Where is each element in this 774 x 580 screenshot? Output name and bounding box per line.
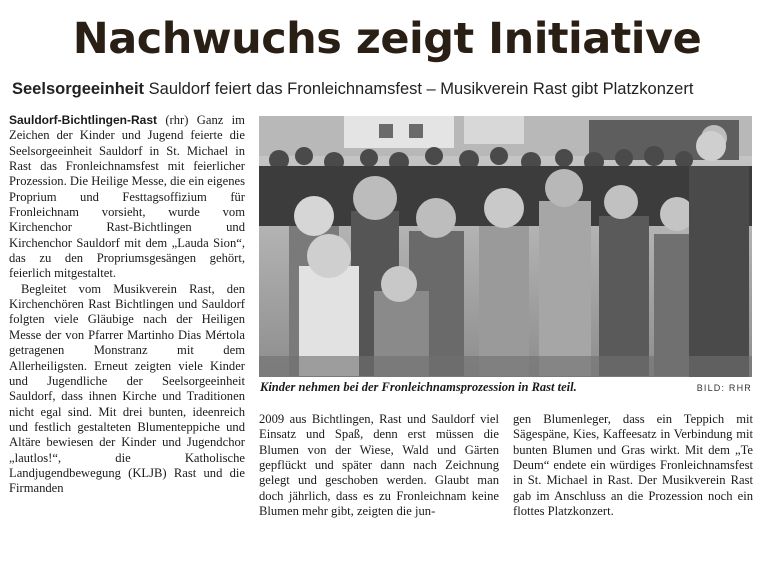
- column-3-text: gen Blumenleger, dass ein Teppich mit Sägespäne, Kies, Kaffeesatz in Verbindung mit bunten Blumen und Gras wirkt. Mit dem „Te Deum“ endete ein würdiges Fronleichnamsfest in St. Michael in Rast. Der Musikverein Rast gab im Anschluss an die Prozession noch ein flottes Platzkonzert.: [513, 412, 753, 519]
- news-photo: [259, 116, 752, 377]
- dateline: Sauldorf-Bichtlingen-Rast: [9, 113, 158, 127]
- paragraph-1-text: (rhr) Ganz im Zeichen der Kinder und Jugend feierte die Seelsorgeeinheit Sauldorf in St. Michael in Rast das Fronleichnamsfest mit feierlicher Prozession. Die Heilige Messe, die ein eigenes Proprium und Festtagsoffizium für Fronleichnam vorsieht, wurde vom Kirchenchor Rast-Bichtlingen und Kirchenchor Sauldorf mit dem „Lauda Sion“, das zu den Propriumsgesängen gehört, feierlich mitgestaltet.: [9, 113, 245, 281]
- lead-paragraph: [9, 113, 245, 282]
- text-column-3: [513, 412, 753, 519]
- column-2-text: 2009 aus Bichtlingen, Rast und Sauldorf viel Einsatz und Spaß, denn erst müssen die Blumen von der Wiese, Wald und Gärten gepflückt und später dann nach Zeichnung gelegt und geschoben werden. Glaubt man doch jährlich, dass es zu Fronleichnam keine Blumen mehr gibt, zeigten die jun-: [259, 412, 499, 519]
- text-column-1: [9, 113, 245, 497]
- photo-credit: BILD: RHR: [696, 383, 752, 393]
- headline: Nachwuchs zeigt Initiative: [72, 14, 702, 64]
- text-column-2: [259, 412, 499, 519]
- photo-caption: Kinder nehmen bei der Fronleichnamsprozession in Rast teil.: [260, 380, 577, 394]
- kicker: Seelsorgeeinheit: [12, 80, 145, 98]
- paragraph-2: Begleitet vom Musikverein Rast, den Kirchenchören Rast Bichtlingen und Sauldorf folgten viele Gläubige nach der Heiligen Messe der von Pfarrer Martinho Dias Mértola getragenen Monstranz mit dem Allerheiligsten. Erneut zeigten viele Kinder und Jugendliche der Seelsorgeeinheit Sauldorf, dass ihnen Kirche und Traditionen nicht egal sind. Mit drei bunten, ideenreich und festlich gestalteten Blumenteppiche und Altäre bewiesen der Kinder und Jugendchor „lautlos!“, die Katholische Landjugendbewegung (KLJB) Rast und die Firmanden: [9, 281, 245, 496]
- subheadline: Sauldorf feiert das Fronleichnamsfest – Musikverein Rast gibt Platzkonzert: [148, 80, 694, 98]
- subheadline-line: [12, 78, 764, 100]
